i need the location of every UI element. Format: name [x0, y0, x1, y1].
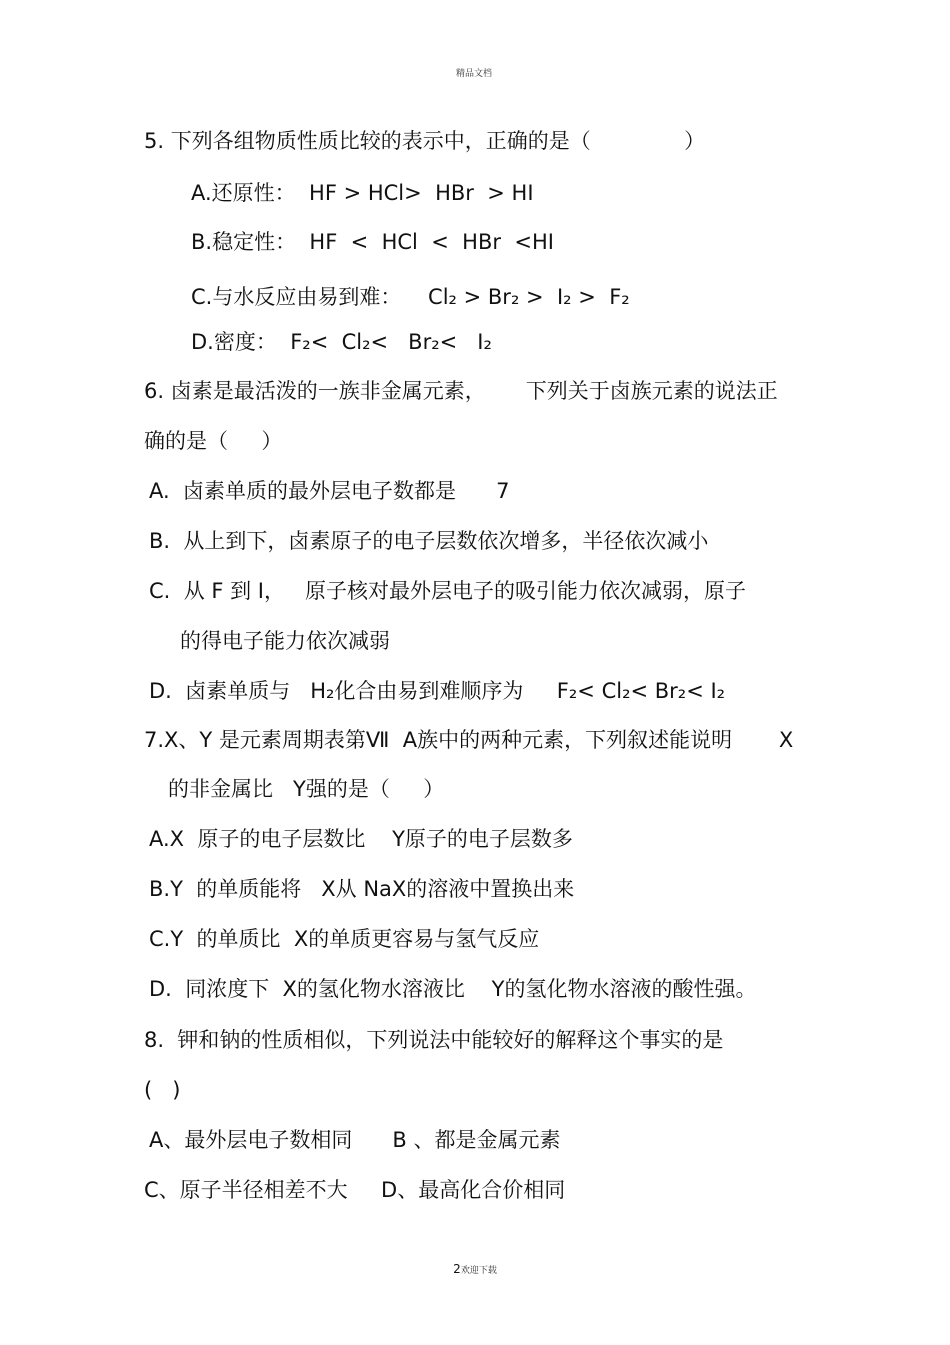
q5-option-d: D.密度： F₂< Cl₂< Br₂< I₂ — [191, 330, 492, 354]
q7-option-c: C.Y 的单质比 X的单质更容易与氢气反应 — [149, 927, 540, 951]
q5-stem: 5. 下列各组物质性质比较的表示中，正确的是（ ） — [144, 129, 706, 153]
q6-option-b: B. 从上到下，卤素原子的电子层数依次增多，半径依次减小 — [149, 529, 709, 553]
q7-option-d: D. 同浓度下 X的氢化物水溶液比 Y的氢化物水溶液的酸性强。 — [149, 977, 757, 1001]
q8-options-ab: A、最外层电子数相同 B 、都是金属元素 — [149, 1128, 561, 1152]
q6-option-d: D. 卤素单质与 H₂化合由易到难顺序为 F₂< Cl₂< Br₂< I₂ — [149, 679, 726, 703]
page-header: 精品文档 — [456, 69, 493, 79]
q8-options-cd: C、原子半径相差不大 D、最高化合价相同 — [144, 1178, 566, 1202]
page-footer — [0, 1262, 950, 1276]
q6-stem-line1: 6. 卤素是最活泼的一族非金属元素， 下列关于卤族元素的说法正 — [144, 379, 778, 403]
q8-stem-line1: 8. 钾和钠的性质相似，下列说法中能较好的解释这个事实的是 — [144, 1028, 724, 1052]
q7-option-b: B.Y 的单质能将 X从 NaX的溶液中置换出来 — [149, 877, 575, 901]
q6-stem-line2: 确的是（ ） — [144, 429, 283, 453]
q6-option-c-line2: 的得电子能力依次减弱 — [180, 629, 390, 653]
q7-stem-line1: 7.X、Y 是元素周期表第Ⅶ A族中的两种元素，下列叙述能说明 X — [144, 728, 794, 752]
q6-option-c-line1: C. 从 F 到 I， 原子核对最外层电子的吸引能力依次减弱，原子 — [149, 579, 747, 603]
q7-option-a: A.X 原子的电子层数比 Y原子的电子层数多 — [149, 827, 573, 851]
q5-option-c: C.与水反应由易到难： Cl₂ > Br₂ > I₂ > F₂ — [191, 285, 630, 309]
q8-stem-line2: ( ) — [144, 1078, 181, 1102]
q5-option-b: B.稳定性： HF < HCl < HBr <HI — [191, 230, 554, 254]
q6-option-a: A. 卤素单质的最外层电子数都是 7 — [149, 479, 510, 503]
q7-stem-line2: 的非金属比 Y强的是（ ） — [168, 777, 445, 801]
page-number: 2 — [453, 1262, 461, 1276]
q5-option-a: A.还原性： HF > HCl> HBr > HI — [191, 181, 534, 205]
footer-text: 欢迎下载 — [460, 1266, 497, 1276]
